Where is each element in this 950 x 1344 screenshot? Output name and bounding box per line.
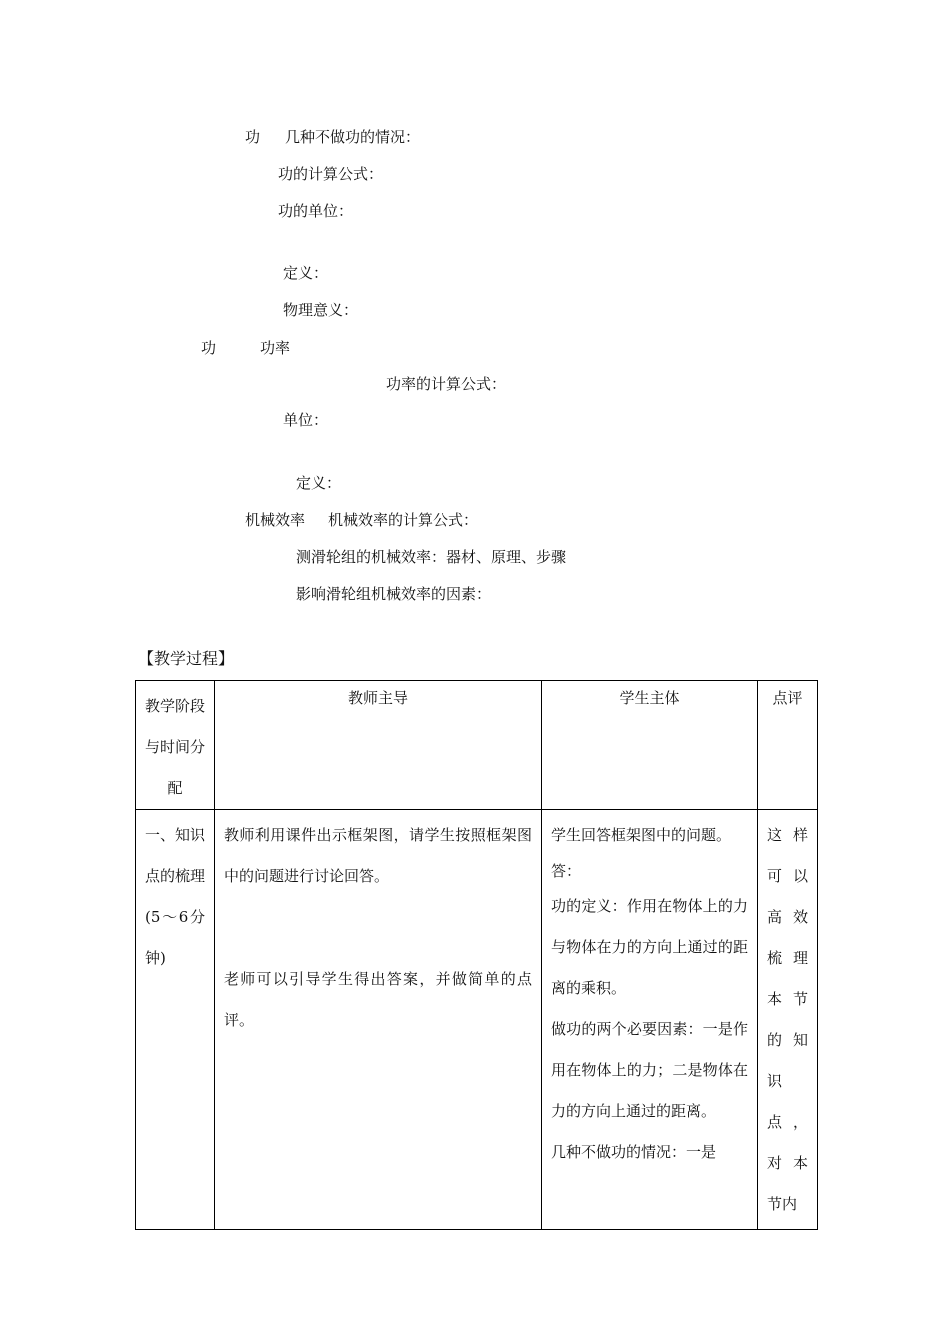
student-paragraph-3: 功的定义：作用在物体上的力与物体在力的方向上通过的距离的乘积。 (551, 897, 748, 997)
outline-work-formula: 功的计算公式： (278, 165, 384, 183)
header-stage: 教学阶段与时间分配 (136, 681, 215, 810)
student-paragraph-1: 学生回答框架图中的问题。 (551, 826, 732, 844)
outline-eff-definition: 定义： (296, 474, 342, 492)
outline-eff-formula: 机械效率的计算公式： (328, 511, 479, 529)
teaching-process-table (135, 680, 818, 1230)
student-paragraph-5: 几种不做功的情况：一是 (551, 1143, 717, 1161)
teacher-paragraph-1: 教师利用课件出示框架图，请学生按照框架图中的问题进行讨论回答。 (224, 826, 532, 885)
table-header-row (136, 681, 818, 810)
outline-root-main: 功 (201, 339, 217, 357)
outline-power-definition: 定义： (283, 264, 329, 282)
outline-power-meaning: 物理意义： (283, 301, 359, 319)
outline-power-formula: 功率的计算公式： (386, 375, 507, 393)
student-paragraph-4: 做功的两个必要因素：一是作用在物体上的力；二是物体在力的方向上通过的距离。 (551, 1020, 748, 1120)
student-paragraph-2: 答： (551, 862, 582, 880)
table-row (136, 810, 818, 1230)
outline-measure-pulley: 测滑轮组的机械效率：器材、原理、步骤 (296, 548, 567, 566)
header-teacher: 教师主导 (215, 681, 542, 810)
outline-power-root: 功率 (260, 339, 291, 357)
header-student: 学生主体 (542, 681, 758, 810)
outline-no-work-cases: 几种不做功的情况： (285, 128, 421, 146)
header-comment: 点评 (758, 681, 818, 810)
cell-comment: 这样可以高效梳理本节的知识点，对本节内 (758, 810, 818, 1230)
outline-eff-root: 机械效率 (245, 511, 306, 529)
outline-work-root: 功 (245, 128, 261, 146)
section-title: 【教学过程】 (138, 649, 235, 668)
outline-factors-pulley: 影响滑轮组机械效率的因素： (296, 585, 492, 603)
teacher-paragraph-2: 老师可以引导学生得出答案，并做简单的点评。 (224, 970, 532, 1029)
outline-work-unit: 功的单位： (278, 202, 354, 220)
cell-teacher (215, 810, 542, 1230)
cell-student (542, 810, 758, 1230)
outline-power-unit: 单位： (283, 411, 329, 429)
cell-stage: 一、知识点的梳理(5～6分钟) (136, 810, 215, 1230)
